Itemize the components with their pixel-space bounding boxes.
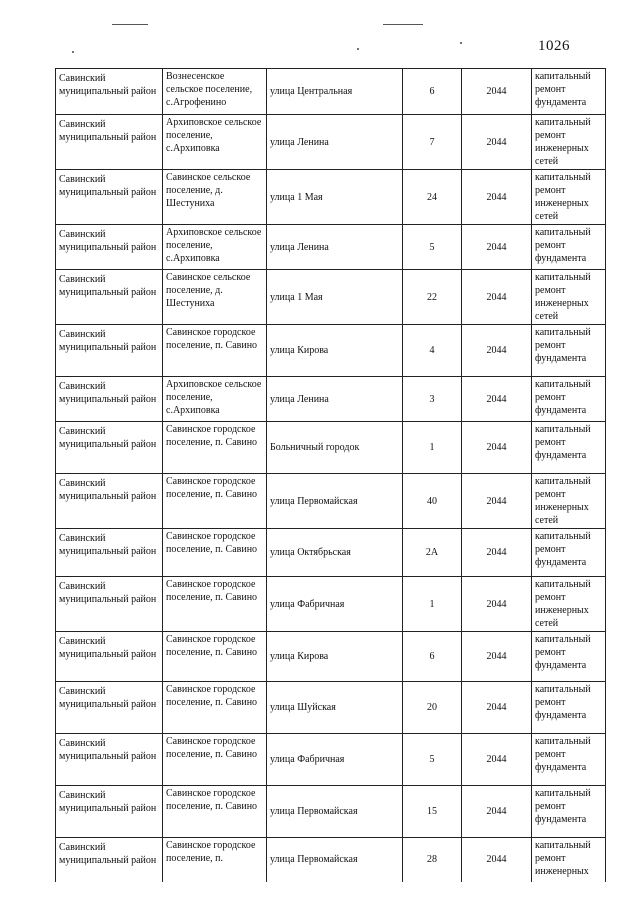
- work-type-cell: капитальный ремонт фундамента: [532, 682, 606, 734]
- scan-dot: [357, 48, 359, 50]
- house-number-cell: 5: [403, 734, 462, 786]
- work-type-cell: капитальный ремонт инженерных сетей: [532, 474, 606, 529]
- year-cell: 2044: [462, 422, 532, 474]
- work-type-cell: капитальный ремонт инженерных сетей: [532, 577, 606, 632]
- street-cell: улица Первомайская: [267, 786, 403, 838]
- district-cell: Савинский муниципальный район: [56, 170, 163, 225]
- street-cell: улица Ленина: [267, 115, 403, 170]
- district-cell: Савинский муниципальный район: [56, 786, 163, 838]
- table-row: [56, 270, 606, 325]
- settlement-cell: Вознесенское сельское поселение, с.Агрофенино: [163, 69, 267, 115]
- table-row: [56, 170, 606, 225]
- year-cell: 2044: [462, 325, 532, 377]
- scan-line: [383, 24, 423, 25]
- district-cell: Савинский муниципальный район: [56, 325, 163, 377]
- scan-dot: [460, 42, 462, 44]
- scan-dot: [72, 51, 74, 53]
- house-number-cell: 7: [403, 115, 462, 170]
- work-type-cell: капитальный ремонт фундамента: [532, 377, 606, 422]
- work-type-cell: капитальный ремонт фундамента: [532, 786, 606, 838]
- settlement-cell: Савинское городское поселение, п. Савино: [163, 577, 267, 632]
- street-cell: улица Кирова: [267, 632, 403, 682]
- street-cell: улица 1 Мая: [267, 270, 403, 325]
- housing-repair-table: [55, 68, 606, 882]
- settlement-cell: Архиповское сельское поселение, с.Архиповка: [163, 225, 267, 270]
- house-number-cell: 3: [403, 377, 462, 422]
- house-number-cell: 5: [403, 225, 462, 270]
- table-row: [56, 115, 606, 170]
- work-type-cell: капитальный ремонт фундамента: [532, 734, 606, 786]
- house-number-cell: 40: [403, 474, 462, 529]
- year-cell: 2044: [462, 270, 532, 325]
- house-number-cell: 1: [403, 422, 462, 474]
- year-cell: 2044: [462, 786, 532, 838]
- street-cell: улица Ленина: [267, 225, 403, 270]
- work-type-cell: капитальный ремонт инженерных сетей: [532, 270, 606, 325]
- settlement-cell: Архиповское сельское поселение, с.Архиповка: [163, 377, 267, 422]
- work-type-cell: капитальный ремонт фундамента: [532, 69, 606, 115]
- work-type-cell: капитальный ремонт фундамента: [532, 632, 606, 682]
- year-cell: 2044: [462, 377, 532, 422]
- work-type-cell: капитальный ремонт инженерных сетей: [532, 115, 606, 170]
- street-cell: улица Первомайская: [267, 474, 403, 529]
- district-cell: Савинский муниципальный район: [56, 69, 163, 115]
- year-cell: 2044: [462, 682, 532, 734]
- settlement-cell: Савинское сельское поселение, д. Шестуниха: [163, 270, 267, 325]
- street-cell: улица Ленина: [267, 377, 403, 422]
- district-cell: Савинский муниципальный район: [56, 682, 163, 734]
- work-type-cell: капитальный ремонт инженерных сетей: [532, 170, 606, 225]
- year-cell: 2044: [462, 577, 532, 632]
- house-number-cell: 28: [403, 838, 462, 882]
- district-cell: Савинский муниципальный район: [56, 270, 163, 325]
- street-cell: улица Центральная: [267, 69, 403, 115]
- year-cell: 2044: [462, 69, 532, 115]
- table-row: [56, 632, 606, 682]
- table-row: [56, 377, 606, 422]
- year-cell: 2044: [462, 529, 532, 577]
- house-number-cell: 6: [403, 632, 462, 682]
- settlement-cell: Архиповское сельское поселение, с.Архиповка: [163, 115, 267, 170]
- work-type-cell: капитальный ремонт инженерных: [532, 838, 606, 882]
- district-cell: Савинский муниципальный район: [56, 577, 163, 632]
- settlement-cell: Савинское городское поселение, п. Савино: [163, 529, 267, 577]
- street-cell: улица Кирова: [267, 325, 403, 377]
- street-cell: улица Фабричная: [267, 734, 403, 786]
- table-row: [56, 786, 606, 838]
- district-cell: Савинский муниципальный район: [56, 377, 163, 422]
- year-cell: 2044: [462, 632, 532, 682]
- street-cell: улица 1 Мая: [267, 170, 403, 225]
- settlement-cell: Савинское сельское поселение, д. Шестуниха: [163, 170, 267, 225]
- table-row: [56, 577, 606, 632]
- year-cell: 2044: [462, 734, 532, 786]
- house-number-cell: 20: [403, 682, 462, 734]
- house-number-cell: 1: [403, 577, 462, 632]
- table-row: [56, 734, 606, 786]
- year-cell: 2044: [462, 474, 532, 529]
- district-cell: Савинский муниципальный район: [56, 225, 163, 270]
- settlement-cell: Савинское городское поселение, п.: [163, 838, 267, 882]
- house-number-cell: 2А: [403, 529, 462, 577]
- district-cell: Савинский муниципальный район: [56, 529, 163, 577]
- table-row: [56, 474, 606, 529]
- table-row: [56, 422, 606, 474]
- work-type-cell: капитальный ремонт фундамента: [532, 225, 606, 270]
- settlement-cell: Савинское городское поселение, п. Савино: [163, 325, 267, 377]
- table-row: [56, 69, 606, 115]
- work-type-cell: капитальный ремонт фундамента: [532, 529, 606, 577]
- scan-line: [112, 24, 148, 25]
- district-cell: Савинский муниципальный район: [56, 422, 163, 474]
- settlement-cell: Савинское городское поселение, п. Савино: [163, 734, 267, 786]
- district-cell: Савинский муниципальный район: [56, 734, 163, 786]
- street-cell: улица Октябрьская: [267, 529, 403, 577]
- settlement-cell: Савинское городское поселение, п. Савино: [163, 682, 267, 734]
- page-number: 1026: [538, 38, 570, 54]
- house-number-cell: 15: [403, 786, 462, 838]
- street-cell: улица Первомайская: [267, 838, 403, 882]
- street-cell: улица Фабричная: [267, 577, 403, 632]
- year-cell: 2044: [462, 115, 532, 170]
- table-row: [56, 529, 606, 577]
- year-cell: 2044: [462, 225, 532, 270]
- table-row: [56, 838, 606, 882]
- year-cell: 2044: [462, 838, 532, 882]
- settlement-cell: Савинское городское поселение, п. Савино: [163, 422, 267, 474]
- street-cell: Больничный городок: [267, 422, 403, 474]
- year-cell: 2044: [462, 170, 532, 225]
- settlement-cell: Савинское городское поселение, п. Савино: [163, 474, 267, 529]
- house-number-cell: 24: [403, 170, 462, 225]
- district-cell: Савинский муниципальный район: [56, 632, 163, 682]
- table-row: [56, 225, 606, 270]
- district-cell: Савинский муниципальный район: [56, 115, 163, 170]
- table-row: [56, 325, 606, 377]
- street-cell: улица Шуйская: [267, 682, 403, 734]
- house-number-cell: 4: [403, 325, 462, 377]
- table-row: [56, 682, 606, 734]
- settlement-cell: Савинское городское поселение, п. Савино: [163, 632, 267, 682]
- district-cell: Савинский муниципальный район: [56, 474, 163, 529]
- district-cell: Савинский муниципальный район: [56, 838, 163, 882]
- house-number-cell: 6: [403, 69, 462, 115]
- settlement-cell: Савинское городское поселение, п. Савино: [163, 786, 267, 838]
- house-number-cell: 22: [403, 270, 462, 325]
- work-type-cell: капитальный ремонт фундамента: [532, 325, 606, 377]
- work-type-cell: капитальный ремонт фундамента: [532, 422, 606, 474]
